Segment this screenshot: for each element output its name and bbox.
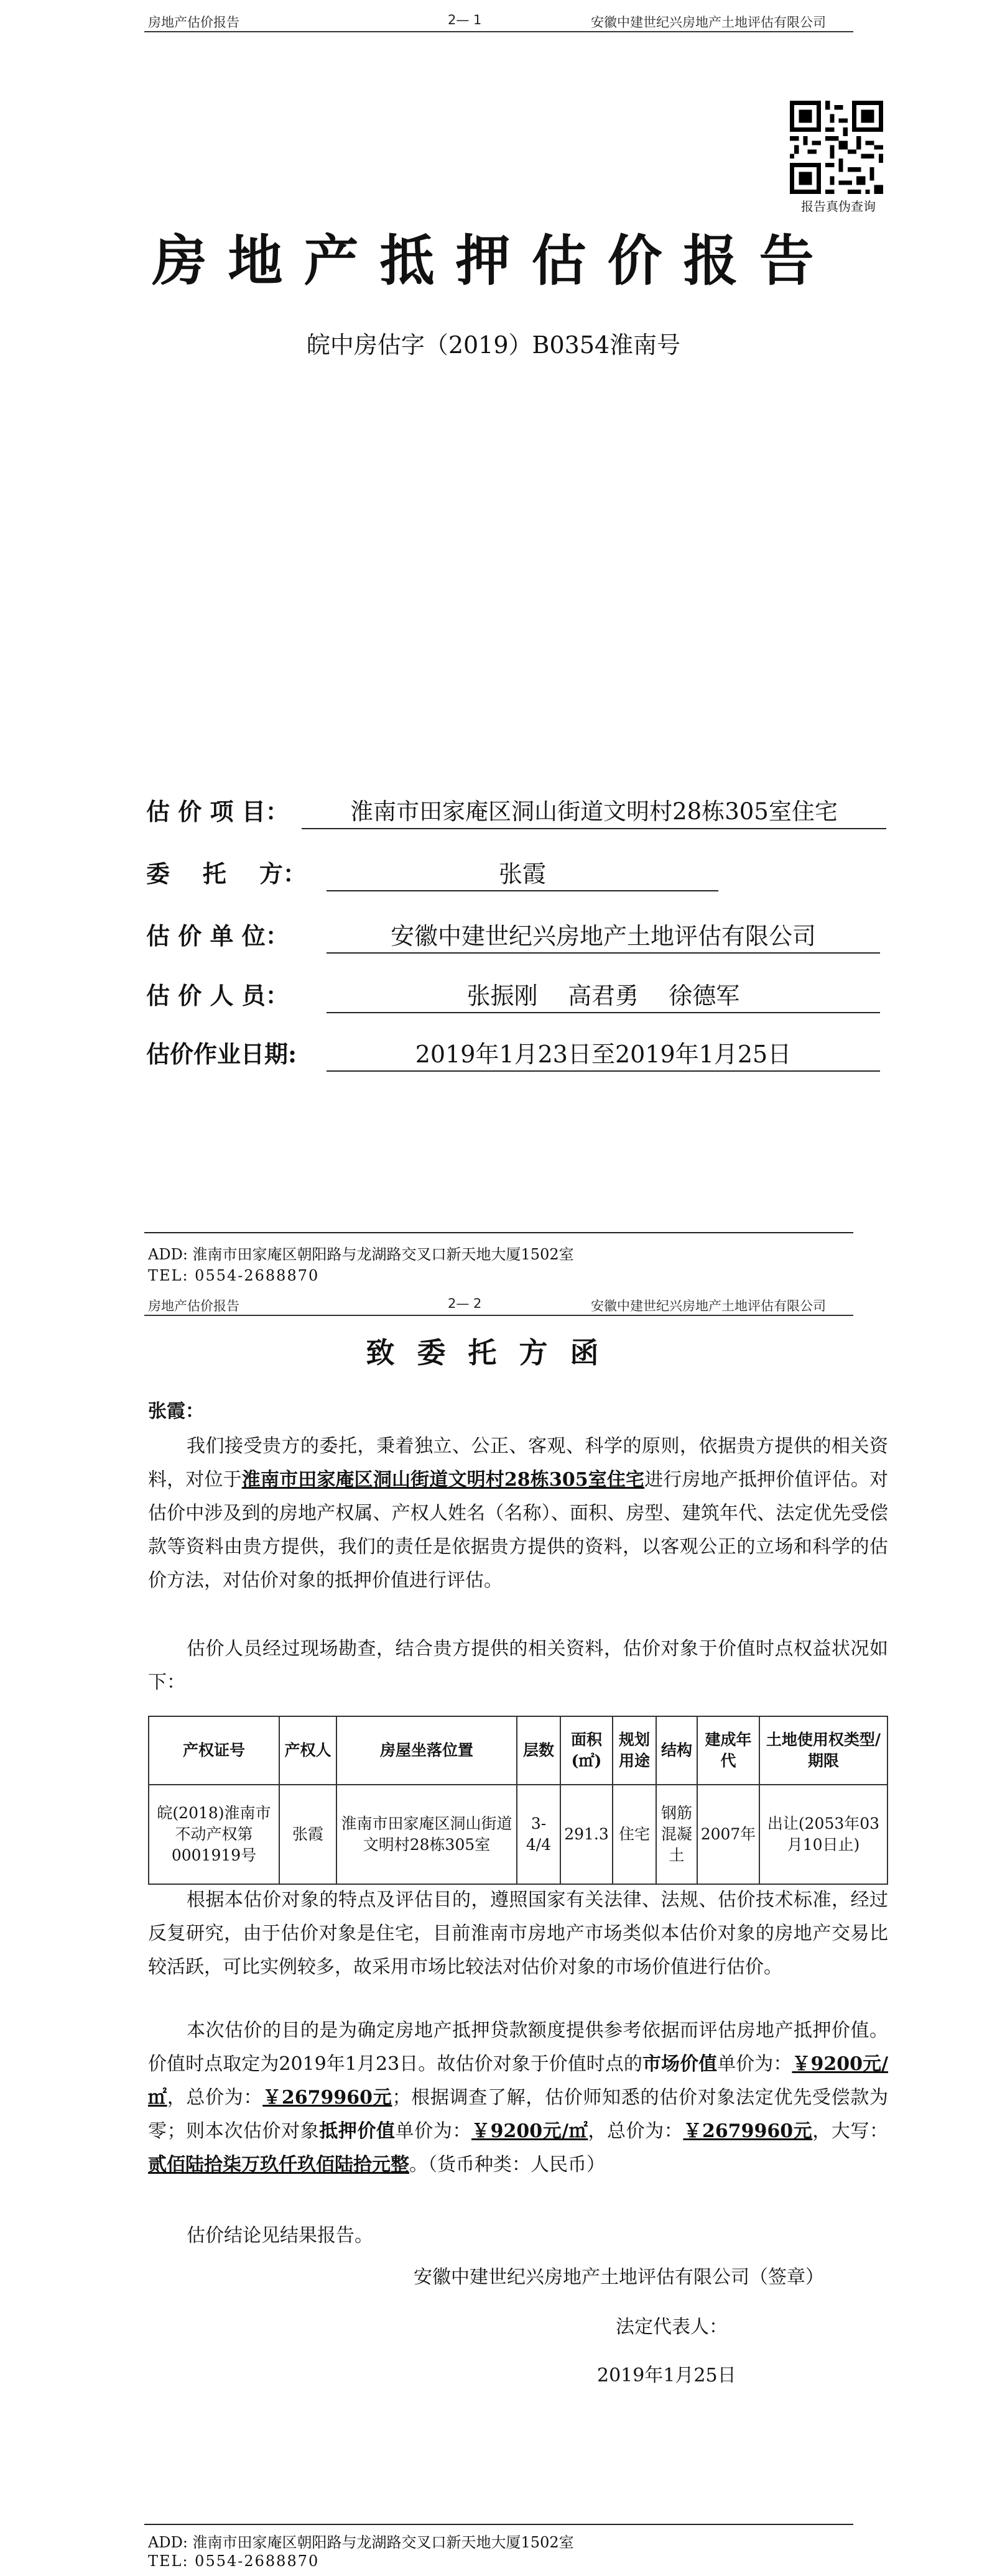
- letter-salutation: 张霞：: [148, 1401, 204, 1422]
- header-page-number: 2— 1: [448, 12, 482, 27]
- header-page-number: 2— 2: [448, 1296, 482, 1311]
- info-row-work-period: [146, 1036, 892, 1073]
- market-value-label: 市场价值: [642, 2053, 718, 2075]
- header-company: 安徽中建世纪兴房地产土地评估有限公司: [591, 15, 826, 30]
- footer-rule: [144, 1232, 853, 1233]
- footer-tel: TEL: 0554-2688870: [148, 1267, 320, 1284]
- footer-rule: [144, 2524, 853, 2525]
- table-header: 房屋坐落位置: [336, 1716, 517, 1785]
- table-row: [149, 1785, 887, 1884]
- table-cell: 出让(2053年03月10日止): [759, 1785, 887, 1884]
- table-cell: 住宅: [613, 1785, 656, 1884]
- footer-tel: TEL: 0554-2688870: [148, 2552, 320, 2570]
- info-value: 淮南市田家庵区洞山街道文明村28栋305室住宅: [302, 793, 886, 829]
- report-title: 房地产抵押估价报告: [152, 228, 835, 293]
- mortgage-total-price: ￥2679960元: [683, 2120, 813, 2142]
- market-total-price: ￥2679960元: [262, 2087, 392, 2109]
- info-label: 估 价 人 员：: [146, 982, 289, 1010]
- document-number: 皖中房估字（2019）B0354淮南号: [306, 331, 681, 359]
- mortgage-value-label: 抵押价值: [319, 2120, 396, 2142]
- letter-paragraph-1: 我们接受贵方的委托，秉着独立、公正、客观、科学的原则，依据贵方提供的相关资料，对位于淮南市田家庵区洞山街道文明村28栋305室住宅进行房地产抵押价值评估。对估价中涉及到的房地产权属、产权人姓名（名称）、面积、房型、建筑年代、法定优先受偿款等资料由贵方提供，我们的责任是依据贵方提供的资料，以客观公正的立场和科学的估价方法，对估价对象的抵押价值进行评估。: [148, 1435, 889, 1591]
- info-row-project: [146, 793, 892, 830]
- table-header: 土地使用权类型/期限: [759, 1716, 887, 1785]
- table-header: 产权人: [279, 1716, 336, 1785]
- market-unit-price: ￥9200元/㎡: [148, 2053, 889, 2109]
- signature-company: 安徽中建世纪兴房地产土地评估有限公司（签章）: [414, 2266, 824, 2288]
- property-table: [148, 1716, 888, 1885]
- info-row-appraiser-company: [146, 918, 892, 955]
- info-value: 张霞: [327, 855, 718, 891]
- info-value: 2019年1月23日至2019年1月25日: [327, 1036, 880, 1072]
- info-row-appraisers: [146, 977, 892, 1014]
- footer-address: ADD: 淮南市田家庵区朝阳路与龙湖路交叉口新天地大厦1502室: [148, 1246, 574, 1263]
- letter-title: 致委托方函: [366, 1336, 621, 1369]
- table-header: 面积(㎡): [560, 1716, 613, 1785]
- table-cell: 2007年: [697, 1785, 759, 1884]
- info-value: 张振刚 高君勇 徐德军: [327, 977, 880, 1013]
- letter-paragraph-4: 本次估价的目的是为确定房地产抵押贷款额度提供参考依据而评估房地产抵押价值。价值时点取定为2019年1月23日。故估价对象于价值时点的市场价值单价为：￥9200元/㎡，总价为：￥2679960元；根据调查了解，估价师知悉的估价对象法定优先受偿款为零；则本次估价对象抵押价值单价为：￥9200元/㎡，总价为：￥2679960元，大写：贰佰陆拾柒万玖仟玖佰陆拾元整。（货币种类：人民币）: [148, 2020, 889, 2176]
- table-cell: 钢筋混凝土: [656, 1785, 697, 1884]
- property-address: 淮南市田家庵区洞山街道文明村28栋305室住宅: [241, 1469, 645, 1491]
- table-header: 层数: [517, 1716, 560, 1785]
- signature-date: 2019年1月25日: [597, 2365, 736, 2386]
- info-label: 估 价 项 目：: [146, 798, 289, 826]
- info-value: 安徽中建世纪兴房地产土地评估有限公司: [327, 918, 880, 954]
- header-company: 安徽中建世纪兴房地产土地评估有限公司: [591, 1299, 826, 1313]
- info-label: 估价作业日期:: [146, 1040, 297, 1068]
- signature-legal-rep: 法定代表人：: [616, 2316, 728, 2338]
- table-header: 结构: [656, 1716, 697, 1785]
- table-header: 建成年代: [697, 1716, 759, 1785]
- table-cell: 淮南市田家庵区洞山街道文明村28栋305室: [336, 1785, 517, 1884]
- header-rule: [144, 1315, 853, 1316]
- letter-paragraph-5: 估价结论见结果报告。: [187, 2225, 373, 2247]
- table-cell: 皖(2018)淮南市不动产权第0001919号: [149, 1785, 279, 1884]
- table-cell: 3-4/4: [517, 1785, 560, 1884]
- header-rule: [144, 31, 853, 32]
- table-header-row: [149, 1716, 887, 1785]
- qr-code-icon[interactable]: [790, 101, 883, 194]
- mortgage-unit-price: ￥9200元/㎡: [471, 2120, 588, 2142]
- info-row-client: [146, 855, 892, 893]
- info-label: 委 托 方：: [146, 860, 307, 888]
- header-left: 房地产估价报告: [148, 1299, 239, 1313]
- letter-paragraph-3: 根据本估价对象的特点及评估目的，遵照国家有关法律、法规、估价技术标准，经过反复研究，由于估价对象是住宅，目前淮南市房地产市场类似本估价对象的房地产交易比较活跃，可比实例较多，故采用市场比较法对估价对象的市场价值进行估价。: [148, 1889, 888, 1978]
- table-header: 产权证号: [149, 1716, 279, 1785]
- total-in-capital-words: 贰佰陆拾柒万玖仟玖佰陆拾元整: [148, 2154, 409, 2176]
- letter-paragraph-2: 估价人员经过现场勘查，结合贵方提供的相关资料，估价对象于价值时点权益状况如下：: [148, 1638, 888, 1693]
- table-cell: 291.3: [560, 1785, 613, 1884]
- table-cell: 张霞: [279, 1785, 336, 1884]
- info-label: 估 价 单 位：: [146, 922, 289, 950]
- qr-code-label: 报告真伪查询: [801, 199, 876, 214]
- header-left: 房地产估价报告: [148, 15, 239, 30]
- table-header: 规划用途: [613, 1716, 656, 1785]
- footer-address: ADD: 淮南市田家庵区朝阳路与龙湖路交叉口新天地大厦1502室: [148, 2534, 574, 2551]
